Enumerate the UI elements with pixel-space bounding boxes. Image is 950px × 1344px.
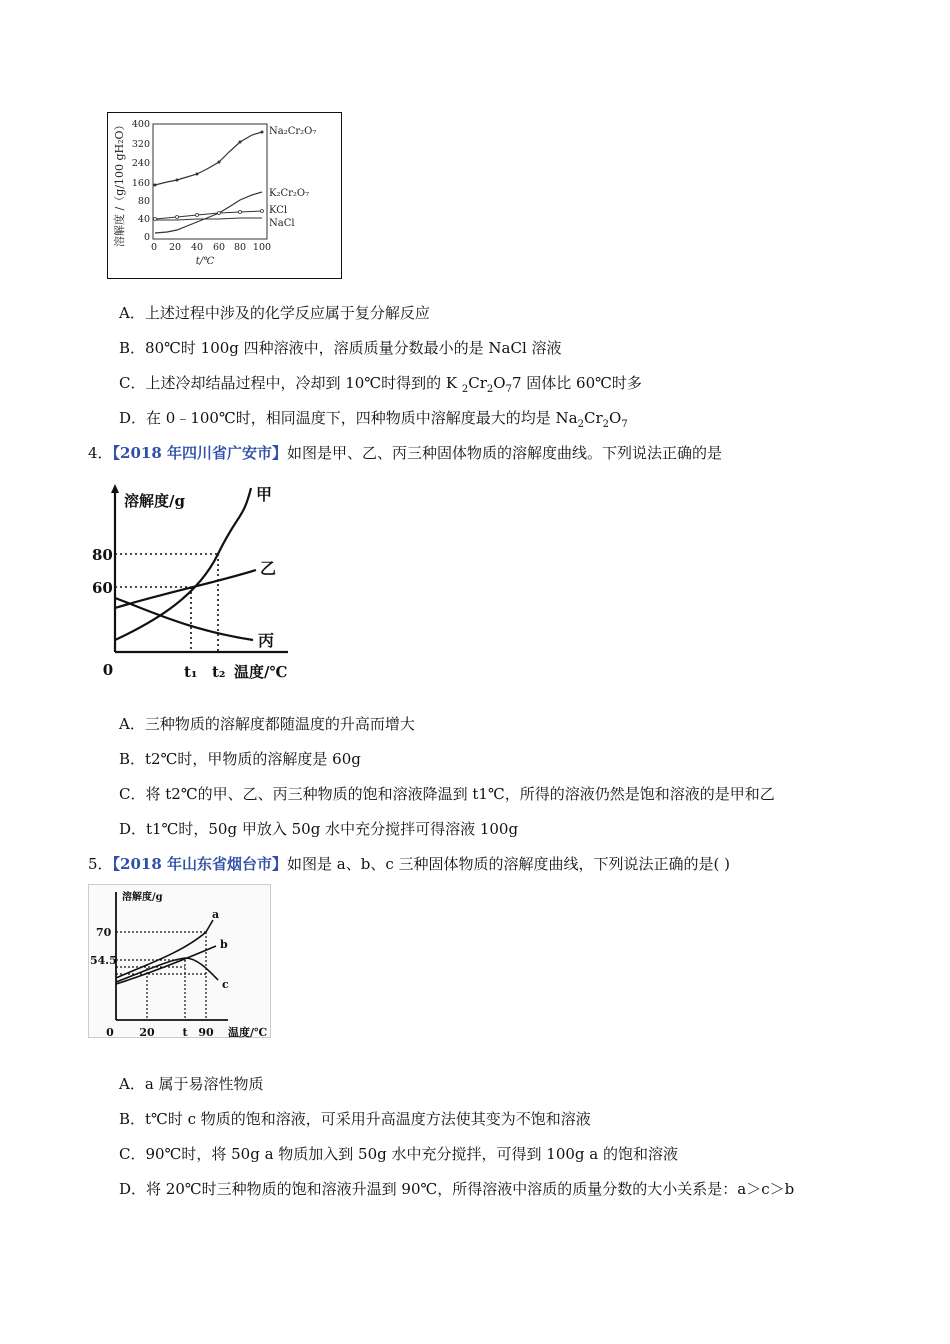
q5-xtick: 90: [198, 1026, 214, 1039]
q5-xlabel: 温度/℃: [228, 1026, 268, 1039]
q4-option-c: [119, 784, 775, 804]
question-source: 【2018 年山东省烟台市】: [112, 855, 288, 873]
q5-ylabel: 溶解度/g: [122, 892, 163, 903]
option-text: 上述冷却结晶过程中，冷却到 10℃时得到的 K: [145, 374, 462, 392]
q4-curve-yi: [115, 570, 256, 608]
option-text: a 属于易溶性物质: [144, 1075, 264, 1093]
q3-xtick: 40: [190, 242, 204, 253]
option-letter: B．: [119, 339, 146, 357]
q4-option-a: [119, 714, 415, 734]
q3-xtick: 80: [233, 242, 247, 253]
option-letter: D．: [119, 409, 147, 427]
q5-option-d: [119, 1179, 794, 1199]
q5-xtick: 20: [139, 1026, 155, 1039]
question-text: 如图是 a、b、c 三种固体物质的溶解度曲线，下列说法正确的是( ): [287, 855, 730, 873]
q3-option-b: [119, 338, 562, 358]
q4-option-d: [119, 819, 518, 839]
question-source: 【2018 年四川省广安市】: [112, 444, 288, 462]
subscript: 2: [602, 419, 609, 430]
q3-option-c: [119, 373, 642, 393]
q4-chart-svg: [88, 480, 308, 685]
q3-ytick: 160: [131, 178, 150, 189]
option-text: t1℃时，50g 甲放入 50g 水中充分搅拌可得溶液 100g: [146, 820, 519, 838]
option-text: 7 固体比 60℃时多: [511, 374, 642, 392]
q3-option-a: [119, 303, 430, 323]
formula-part: O: [609, 409, 622, 427]
question-number: 5．: [88, 855, 113, 873]
q3-xtick: 60: [212, 242, 226, 253]
question-number: 4．: [88, 444, 113, 462]
q3-xtick: 0: [150, 242, 158, 253]
q3-chart-svg: [107, 112, 343, 280]
q3-ylabel: 溶解度 /（g/100 gH₂O）: [113, 119, 126, 247]
option-letter: B．: [119, 750, 146, 768]
q5-xtick: t: [182, 1026, 188, 1039]
option-letter: C．: [119, 785, 146, 803]
q3-legend-na2cr2o7: Na₂Cr₂O₇: [269, 126, 317, 137]
option-text: t2℃时，甲物质的溶解度是 60g: [145, 750, 361, 768]
q3-ytick: 80: [137, 196, 150, 207]
option-text: 90℃时，将 50g a 物质加入到 50g 水中充分搅拌，可得到 100g a 的饱和溶液: [145, 1145, 678, 1163]
option-text: t℃时 c 物质的饱和溶液，可采用升高温度方法使其变为不饱和溶液: [145, 1110, 591, 1128]
q3-ytick: 0: [143, 232, 150, 243]
subscript: 2: [577, 419, 584, 430]
option-letter: B．: [119, 1110, 146, 1128]
q5-option-b: [119, 1109, 591, 1129]
q3-legend-k2cr2o7: K₂Cr₂O₇: [269, 188, 310, 199]
q5-option-c: [119, 1144, 678, 1164]
option-letter: C．: [119, 374, 146, 392]
option-text: 在 0﹣100℃时，相同温度下，四种物质中溶解度最大的均是 Na: [146, 409, 578, 427]
formula-part: O: [493, 374, 506, 392]
q3-ytick: 400: [131, 119, 150, 130]
q5-label-a: a: [212, 908, 220, 921]
question-text: 如图是甲、乙、丙三种固体物质的溶解度曲线。下列说法正确的是: [287, 444, 723, 462]
option-letter: D．: [119, 1180, 147, 1198]
option-letter: A．: [119, 304, 145, 322]
q4-t1: t₁: [184, 663, 198, 681]
q3-ytick: 320: [131, 139, 150, 150]
option-letter: A．: [119, 715, 145, 733]
q4-xlabel: 温度/℃: [234, 663, 288, 681]
option-letter: C．: [119, 1145, 146, 1163]
q3-ytick: 40: [137, 214, 150, 225]
q3-option-d: [119, 408, 628, 428]
option-letter: A．: [119, 1075, 145, 1093]
q3-xtick: 100: [252, 242, 272, 253]
q5-label-c: c: [222, 978, 229, 991]
q4-curve-jia: [115, 488, 251, 640]
option-letter: D．: [119, 820, 147, 838]
q4-y60: 60: [92, 579, 113, 597]
formula-part: Cr: [583, 409, 603, 427]
q5-solubility-figure: [88, 884, 272, 1040]
q4-curve-bing: [115, 598, 253, 640]
q4-t2: t₂: [212, 663, 226, 681]
subscript: 2: [486, 384, 494, 395]
option-text: 80℃时 100g 四种溶液中，溶质质量分数最小的是 NaCl 溶液: [145, 339, 562, 357]
option-text: 将 t2℃的甲、乙、丙三种物质的饱和溶液降温到 t1℃，所得的溶液仍然是饱和溶液的是甲和乙: [145, 785, 775, 803]
q3-xlabel: t/℃: [195, 256, 215, 267]
q4-label-bing: 丙: [258, 631, 275, 650]
q5-y70: 70: [96, 926, 112, 939]
q5-xtick: 0: [106, 1026, 114, 1039]
q4-solubility-figure: [88, 480, 308, 685]
q4-label-yi: 乙: [260, 559, 277, 578]
option-text: 将 20℃时三种物质的饱和溶液升温到 90℃，所得溶液中溶质的质量分数的大小关系是：a＞c＞b: [146, 1180, 795, 1198]
q3-xtick: 20: [168, 242, 182, 253]
subscript: 2: [461, 384, 469, 395]
q4-y80: 80: [92, 546, 113, 564]
q5-label-b: b: [220, 938, 228, 951]
q4-ylabel: 溶解度/g: [124, 492, 185, 510]
formula-part: Cr: [468, 374, 487, 392]
q5-chart-svg: [88, 884, 272, 1040]
q3-legend-nacl: NaCl: [269, 218, 295, 229]
subscript: 7: [621, 419, 628, 430]
q3-solubility-figure: [107, 112, 343, 280]
q4-origin: 0: [102, 661, 114, 679]
q4-label-jia: 甲: [256, 485, 273, 504]
q4-stem: [88, 443, 722, 463]
q4-option-b: [119, 749, 361, 769]
option-text: 上述过程中涉及的化学反应属于复分解反应: [144, 304, 430, 322]
q5-y545: 54.5: [90, 954, 117, 967]
option-text: 三种物质的溶解度都随温度的升高而增大: [144, 715, 415, 733]
q5-option-a: [119, 1074, 264, 1094]
q3-legend-kcl: KCl: [269, 205, 288, 216]
subscript: 7: [505, 384, 512, 395]
q5-stem: [88, 854, 730, 874]
q3-ytick: 240: [131, 158, 150, 169]
